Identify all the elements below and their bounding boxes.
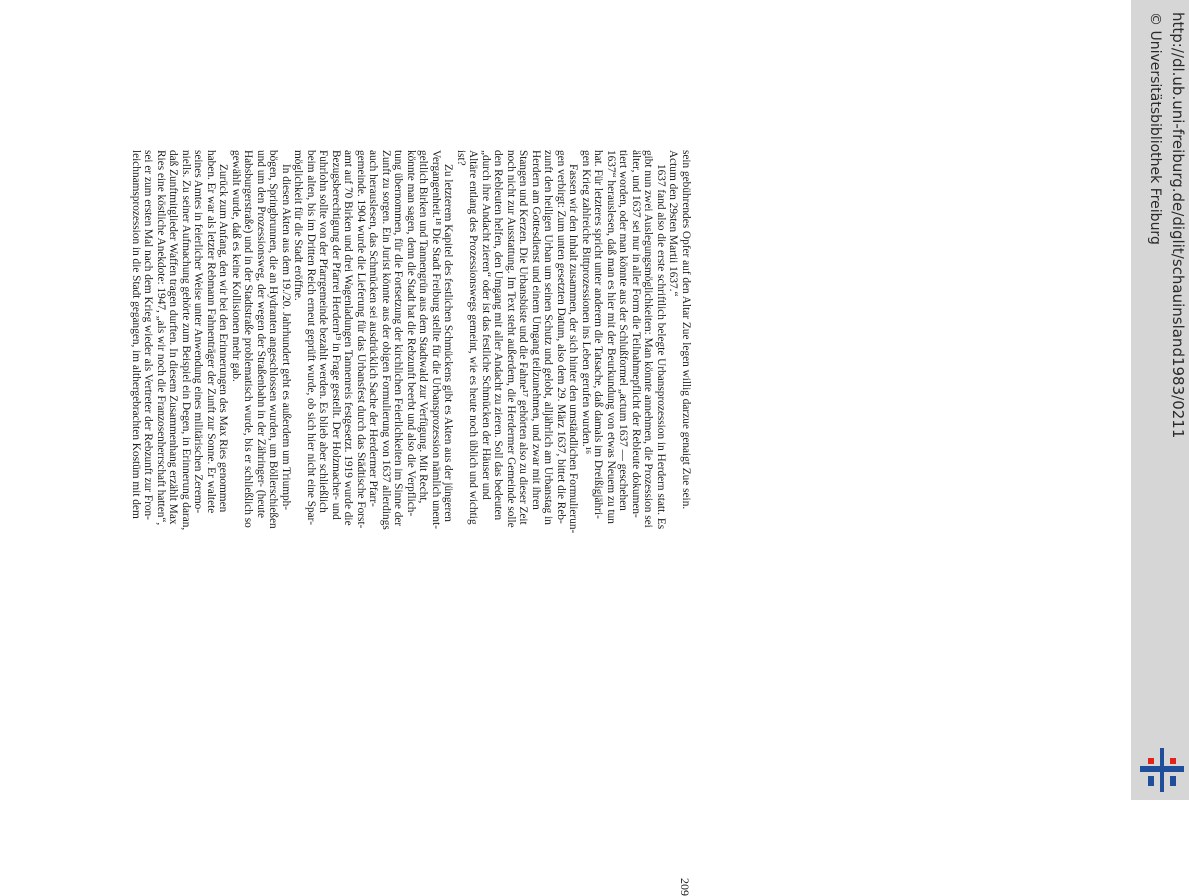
- text-line: tung übernommen, für die Fortsetzung der kirchlichen Feierlichkeiten im Sinne der: [392, 150, 405, 527]
- text-line: Fuhrlohn sollte von der Pfarrgemeinde bezahlt werden. Es blieb aber schließlich: [317, 150, 330, 513]
- text-line: seines Amtes in feierlicher Weise unter Anwendung eines militärischen Zeremo-: [192, 150, 205, 514]
- text-line: sei er zum ersten Mal nach dem Krieg wieder als Vertreter der Rebzunft zur Fron-: [142, 150, 155, 520]
- text-line: niells. Zu seiner Aufmachung gehörte zum Beispiel ein Degen, in Erinnerung daran,: [180, 150, 192, 531]
- text-line: sein gebührendes Opfer auf den Altar Zue legen willig darzue genaigt Zue sein.: [680, 150, 692, 510]
- text-line: Zunft zu sorgen. Ein Jurist könnte aus der obigen Formulierung von 1637 allerdings: [380, 150, 392, 530]
- text-line: leichnamsprozession in die Stadt gegangen, im althergebrachten Kostüm mit dem: [130, 150, 142, 519]
- text-line: Vergangenheit.¹⁸ Die Stadt Freiburg stellte für die Urbansprozession nämlich unent-: [430, 150, 442, 529]
- text-line: 1637 fand also die erste schriftlich belegte Urbansprozession in Herdern statt. Es: [655, 164, 667, 530]
- text-line: „durch ihre Andacht zieren“ oder ist das festliche Schmücken der Häuser und: [480, 150, 492, 500]
- text-line: hat. Für letzteres spricht unter anderem die Tatsache, daß damals im Dreißigjähri-: [592, 150, 605, 519]
- text-line: gewählt wurde, daß es keine Kollisionen mehr gab.: [230, 150, 242, 382]
- text-line: auch herauslesen, das Schmücken sei ausdrücklich Sache der Herdermer Pfarr-: [367, 150, 380, 507]
- text-line: Herdern am Gottesdienst und einem Umgang teilzunehmen, und zwar mit ihren: [530, 150, 542, 510]
- text-line: bögen, Springbrunnen, die an Hydranten angeschlossen wurden, um Böllerschießen: [267, 150, 280, 529]
- text-line: Actum den 29sten Martii 1637.“: [667, 150, 680, 297]
- text-line: haben. Er war als letzter Rebmann Fahnenträger der Zunft zur Sonne. Er waltete: [205, 150, 217, 514]
- text-line: Zu letzterem Kapitel des festlichen Schmückens gibt es Akten aus der jüngeren: [442, 164, 455, 522]
- text-line: Zurück zum Anfang, den wir bei den Erinnerungen des Max Ries genommen: [217, 164, 230, 513]
- text-line: daß Zunftmitglieder Waffen tragen durften. In diesem Zusammenhang erzählt Max: [167, 150, 180, 525]
- text-line: noch nicht zur Ausstattung. Im Text steht außerdem, die Herdermer Gemeinde solle: [505, 150, 517, 528]
- text-line: Fassen wir den Inhalt zusammen, der sich hinter den umständlichen Formulierun-: [567, 164, 580, 534]
- text-line: In diesen Akten aus dem 19./20. Jahrhundert geht es außerdem um Triumph-: [280, 164, 292, 511]
- text-line: gen Krieg zahlreiche Bittprozessionen ins Leben gerufen wurden.¹⁶: [580, 150, 592, 455]
- rotated-content: [0, 150, 692, 896]
- text-line: geltlich Birken und Tannengrün aus dem Stadtwald zur Verfügung. Mit Recht,: [417, 150, 430, 504]
- text-line: amt auf 70 Birken und drei Wagenladungen Tannenreis festgesetzt. 1919 wurde die: [342, 150, 355, 526]
- library-sidebar: [1131, 0, 1189, 800]
- text-line: älter, und 1637 sei nur in aller Form die Teilnahmepflicht der Rebleute dokumen-: [630, 150, 642, 518]
- copyright-notice: © Universitätsbibliothek Freiburg: [1147, 12, 1163, 245]
- text-line: tiert worden, oder man könnte aus der Schlußformel „actum 1637 — geschehen: [617, 150, 630, 511]
- text-line: Bezugsberechtigung der Pfarrei Herdern¹⁹ in Frage gestellt. Der Holzmacher- und: [330, 150, 342, 520]
- text-line: Stangen und Kerzen. Die Urbansbüste und die Fahne¹⁷ gehörten also zu dieser Zeit: [517, 150, 530, 525]
- text-line: beim alten, bis im Dritten Reich erneut geprüft wurde, ob sich hier nicht eine Spar-: [305, 150, 317, 525]
- page-number: 209: [678, 878, 692, 896]
- text-line: gemeinde. 1904 wurde die Lieferung für das Urbansfest durch das Städtische Forst-: [355, 150, 367, 529]
- library-logo-icon: [1140, 748, 1184, 792]
- text-line: möglichkeit für die Stadt eröffne.: [292, 150, 305, 301]
- source-url[interactable]: http://dl.ub.uni-freiburg.de/diglit/schauinsland1983/0211: [1169, 12, 1187, 439]
- text-line: 1637“ herauslesen, daß man es hier mit der Beurkundung von etwas Neuem zu tun: [605, 150, 617, 524]
- text-line: zunft den heiligen Urban um seinen Schutz und gelobt, alljährlich am Urbanstag in: [542, 150, 555, 525]
- text-line: und um den Prozessionsweg, der wegen der Straßenbahn in der Zähringer- (heute: [255, 150, 267, 519]
- text-line: den Rebleuten helfen, den Umgang mit aller Andacht zu zieren. Soll das bedeuten: [492, 150, 505, 521]
- text-line: Habsburgerstraße) und in der Stadtstraße problematisch wurde, bis er schließlich so: [242, 150, 255, 528]
- text-line: gibt nun zwei Auslegungsmöglichkeiten: Man könnte annehmen, die Prozession sei: [642, 150, 655, 528]
- text-line: Altäre entlang des Prozessionswegs gemeint, wie es heute noch üblich und wichtig: [467, 150, 480, 525]
- text-line: ist?: [455, 150, 467, 166]
- text-line: Ries eine köstliche Anekdote: 1947, „als wir noch die Franzosenherrschaft hatten“,: [155, 150, 167, 526]
- text-line: könnte man sagen, denn die Stadt hat die Rebzunft beerbt und also die Verpflich-: [405, 150, 417, 517]
- sidebar-rotated: [1131, 0, 1189, 800]
- text-line: gen verbirgt: Zum unten gesetzten Datum, also dem 29. März 1637, bittet die Reb-: [555, 150, 567, 524]
- body-text: [0, 150, 692, 642]
